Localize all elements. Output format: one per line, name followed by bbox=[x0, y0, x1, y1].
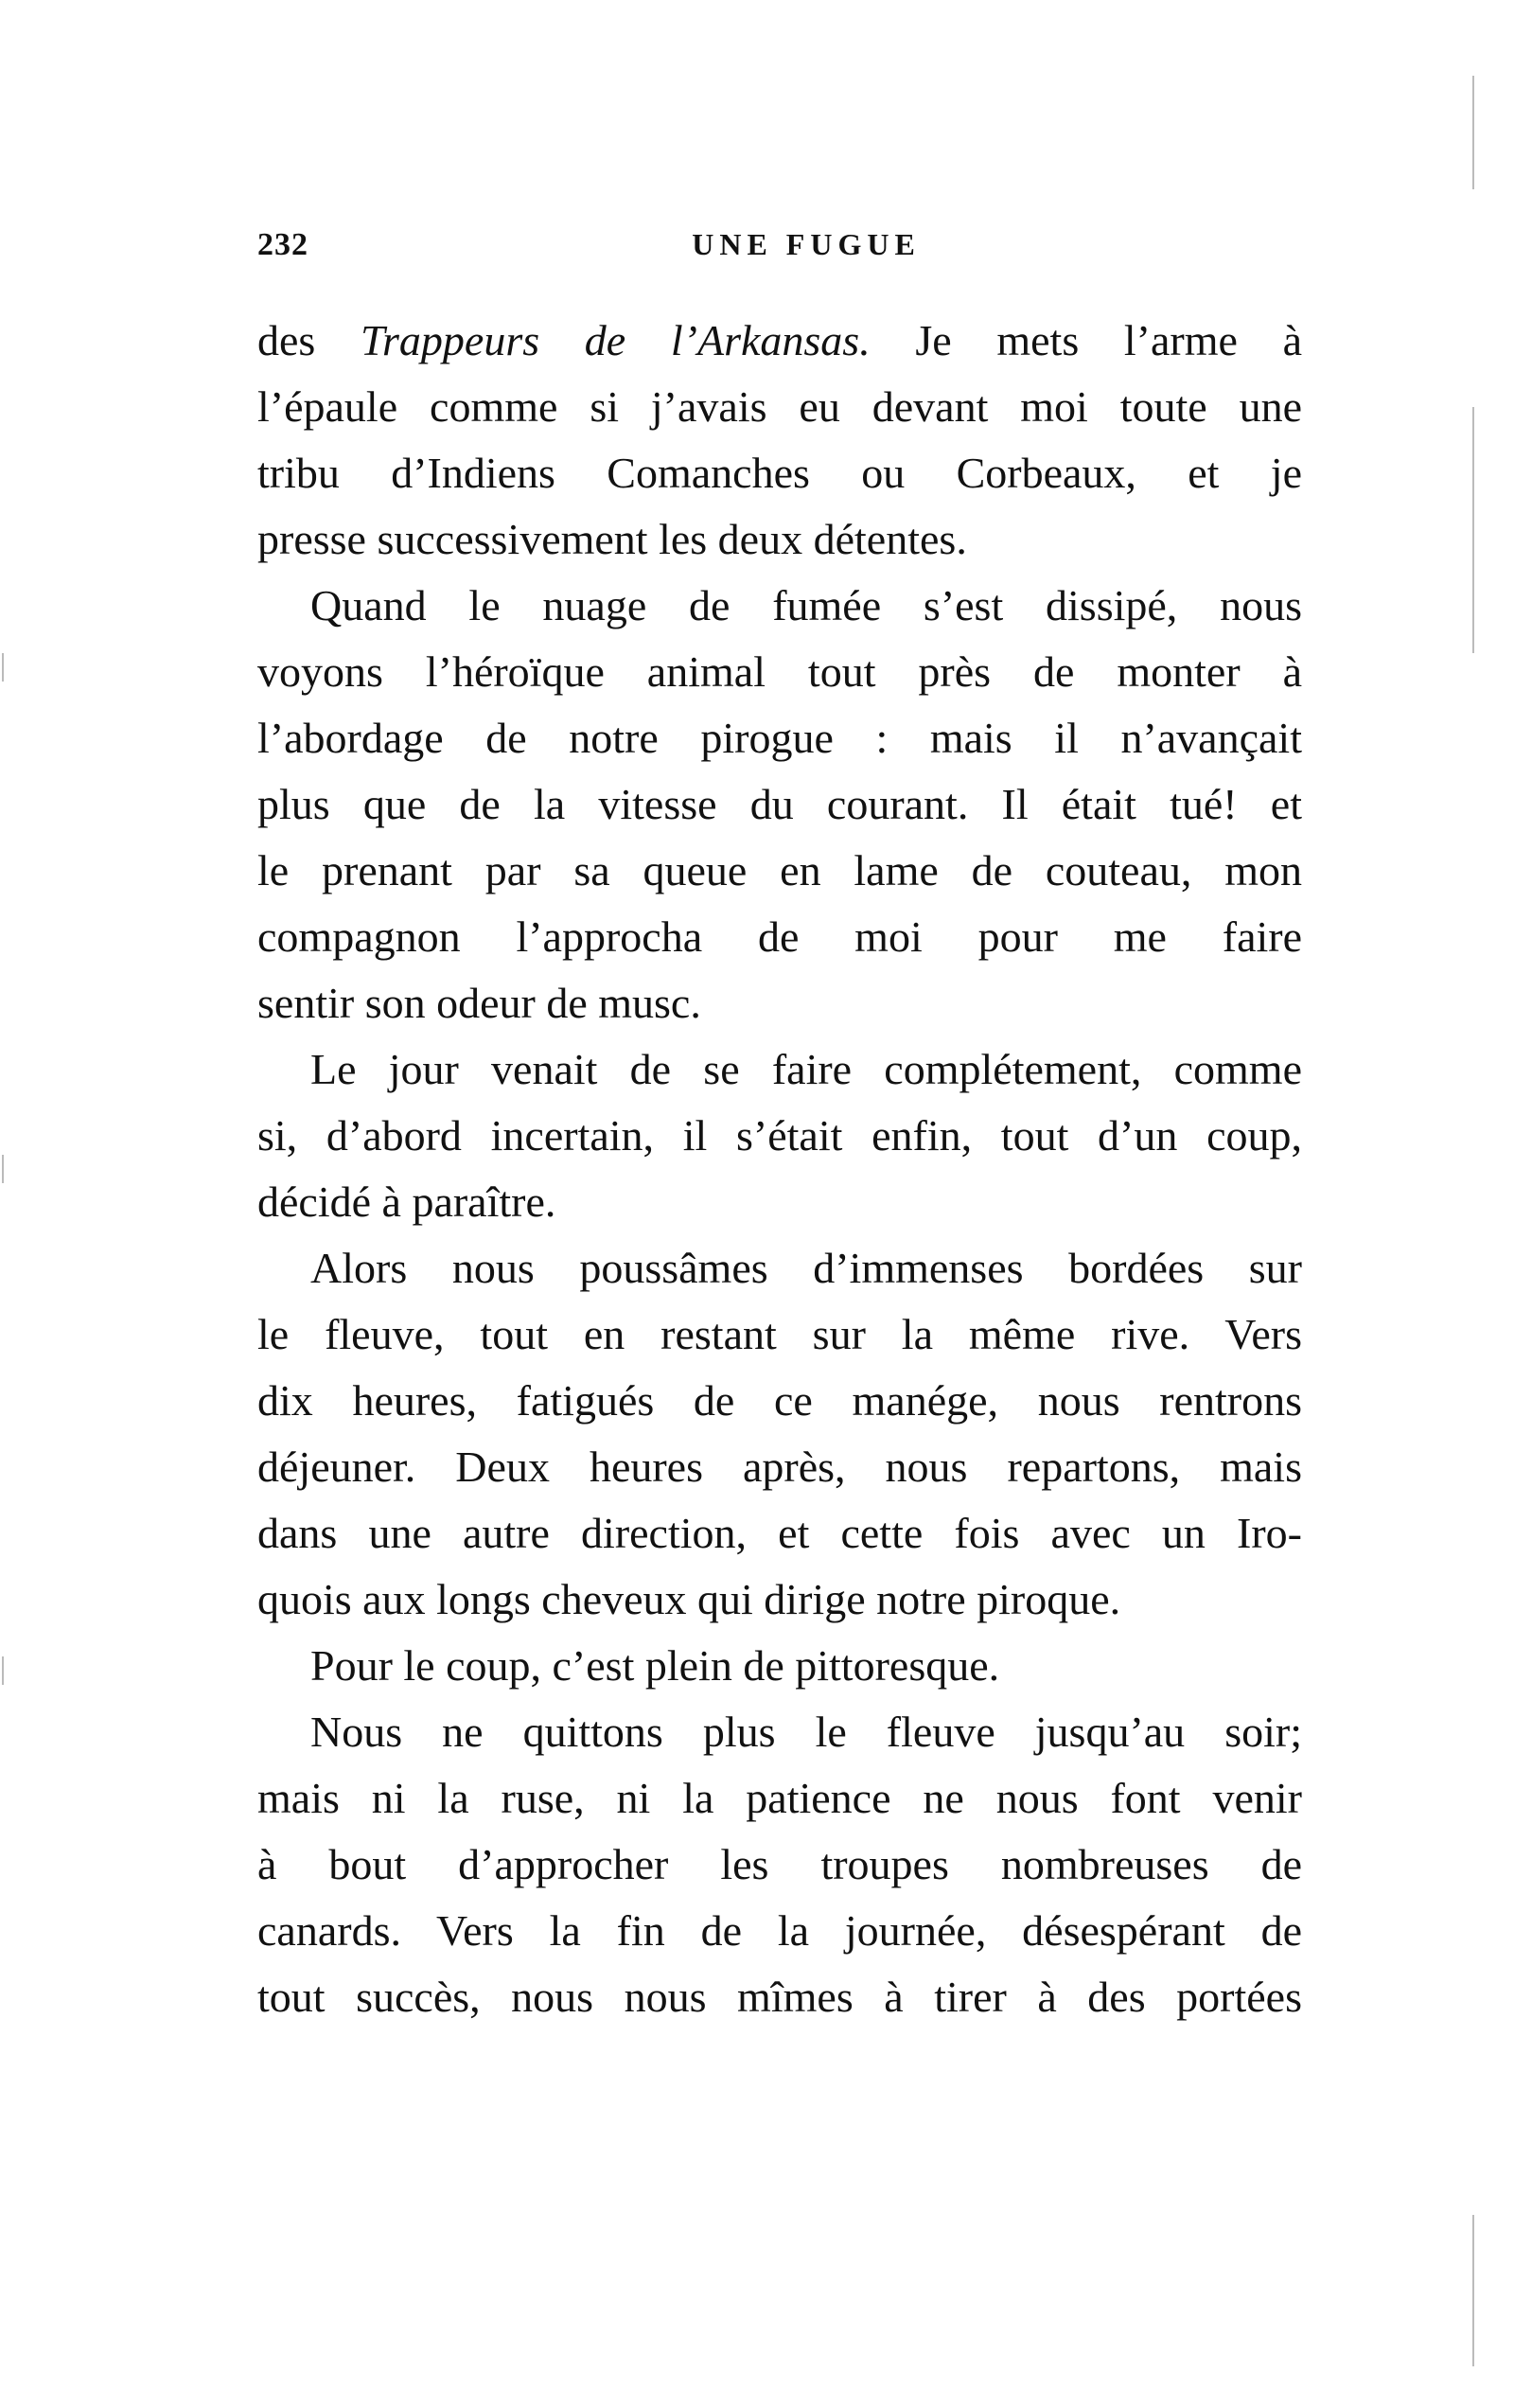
text-line: tout succès, nous nous mîmes à tirer à des portées bbox=[257, 1973, 1302, 2021]
text-line: le fleuve, tout en restant sur la même rive. Vers bbox=[257, 1310, 1302, 1358]
book-title-italic: Trappeurs de l’Arkansas. bbox=[360, 316, 871, 364]
running-title: UNE FUGUE bbox=[692, 227, 921, 261]
text-line: plus que de la vitesse du courant. Il était tué! et bbox=[257, 780, 1302, 828]
text-line: le prenant par sa queue en lame de couteau, mon bbox=[257, 846, 1302, 894]
text-line: compagnon l’approcha de moi pour me faire bbox=[257, 912, 1302, 961]
text-line: canards. Vers la fin de la journée, désespérant de bbox=[257, 1906, 1302, 1955]
text-line: déjeuner. Deux heures après, nous repartons, mais bbox=[257, 1443, 1302, 1491]
line-lead: des bbox=[257, 316, 361, 364]
text-line: dans une autre direction, et cette fois avec un Iro- bbox=[257, 1509, 1302, 1557]
text-line: l’épaule comme si j’avais eu devant moi toute une bbox=[257, 382, 1302, 431]
edge-tick bbox=[2, 1155, 4, 1183]
text-line: si, d’abord incertain, il s’était enfin, tout d’un coup, bbox=[257, 1111, 1302, 1160]
page-number: 232 bbox=[257, 227, 308, 262]
text-line: voyons l’héroïque animal tout près de monter à bbox=[257, 647, 1302, 696]
text-line: sentir son odeur de musc. bbox=[257, 979, 701, 1027]
edge-tick bbox=[1472, 76, 1474, 189]
body-text bbox=[257, 308, 1302, 2030]
paragraph-first-line: Le jour venait de se faire complétement, comme bbox=[310, 1045, 1302, 1093]
text-line: dix heures, fatigués de ce manége, nous rentrons bbox=[257, 1376, 1302, 1425]
text-line: l’abordage de notre pirogue : mais il n’avançait bbox=[257, 714, 1302, 762]
paragraph-first-line: Nous ne quittons plus le fleuve jusqu’au soir; bbox=[310, 1708, 1302, 1756]
text-line: décidé à paraître. bbox=[257, 1177, 556, 1226]
text-line bbox=[257, 308, 1302, 374]
text-line: quois aux longs cheveux qui dirige notre piroque. bbox=[257, 1575, 1121, 1623]
edge-tick bbox=[2, 1656, 4, 1685]
paragraph-first-line: Pour le coup, c’est plein de pittoresque. bbox=[310, 1641, 1000, 1690]
text-line: à bout d’approcher les troupes nombreuses de bbox=[257, 1840, 1302, 1888]
edge-tick bbox=[1472, 407, 1474, 653]
paragraph-first-line: Alors nous poussâmes d’immenses bordées sur bbox=[310, 1244, 1302, 1292]
running-head bbox=[257, 227, 1302, 274]
text-line: tribu d’Indiens Comanches ou Corbeaux, et je bbox=[257, 449, 1302, 497]
edge-tick bbox=[2, 653, 4, 682]
text-line: presse successivement les deux détentes. bbox=[257, 515, 967, 563]
line-tail: Je mets l’arme à bbox=[870, 316, 1302, 364]
edge-tick bbox=[1472, 2215, 1474, 2366]
paragraph-first-line: Quand le nuage de fumée s’est dissipé, nous bbox=[310, 581, 1302, 629]
text-line: mais ni la ruse, ni la patience ne nous font venir bbox=[257, 1774, 1302, 1822]
